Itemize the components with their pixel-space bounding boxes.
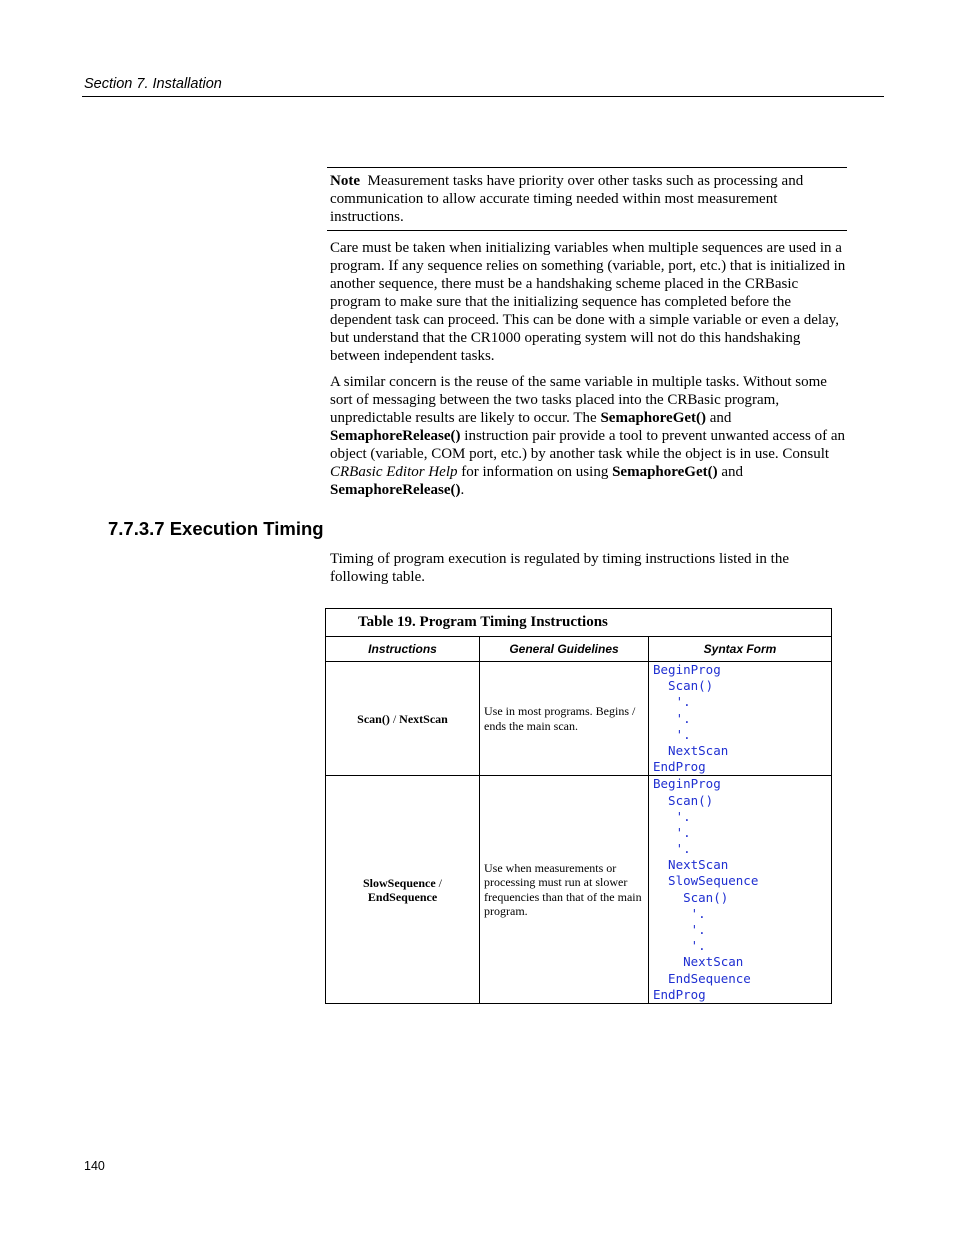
code-line: EndProg xyxy=(653,986,706,1002)
p2-text-2: and xyxy=(706,410,732,426)
instr-name-b: EndSequence xyxy=(367,889,438,904)
table-row xyxy=(326,662,832,776)
code-line: EndSequence xyxy=(653,970,751,986)
note-label: Note xyxy=(330,173,360,189)
code-line: NextScan xyxy=(653,742,729,758)
p2-text-6: . xyxy=(460,482,465,498)
program-timing-table xyxy=(325,608,832,1004)
instr-name-a: SlowSequence xyxy=(362,875,436,890)
p2-bold-semaphorerelease-2: SemaphoreRelease() xyxy=(330,482,461,498)
note-text: Measurement tasks have priority over other tasks such as processing and communication to allow accurate timing needed within most measurement instructions. xyxy=(330,173,804,225)
column-header-guidelines: General Guidelines xyxy=(480,637,649,662)
column-header-instructions: Instructions xyxy=(326,637,480,662)
code-line: NextScan xyxy=(653,857,729,873)
code-line: '. xyxy=(653,824,691,840)
p2-text-1: A similar concern is the reuse of the same variable in multiple tasks. Without some sort of messaging between the two tasks placed into the CRBasic program, unpredictable results are likely to occur. The xyxy=(330,374,827,426)
header-rule xyxy=(82,96,884,97)
guideline-cell: Use in most programs. Begins / ends the main scan. xyxy=(480,662,649,776)
p2-bold-semaphoreget: SemaphoreGet() xyxy=(600,410,707,426)
syntax-cell xyxy=(649,776,832,1004)
p2-text-3: instruction pair provide a tool to prevent unwanted access of an object (variable, COM port, etc.) by another task while the object is in use. Consult xyxy=(330,428,845,462)
instruction-cell xyxy=(326,776,480,1004)
p2-text-4: for information on using xyxy=(457,464,613,480)
table-caption: Table 19. Program Timing Instructions xyxy=(326,609,832,637)
code-line: '. xyxy=(653,841,691,857)
p2-italic-editor-help: CRBasic Editor Help xyxy=(330,464,458,480)
instr-separator: / xyxy=(389,711,400,726)
code-line: EndProg xyxy=(653,759,706,775)
note-box xyxy=(327,167,847,231)
code-line: '. xyxy=(653,922,706,937)
code-line: NextScan xyxy=(653,954,744,970)
section-heading: 7.7.3.7 Execution Timing xyxy=(108,518,324,539)
code-line: SlowSequence xyxy=(653,873,759,889)
code-line: '. xyxy=(653,905,706,921)
p2-bold-semaphoreget-2: SemaphoreGet() xyxy=(612,464,718,480)
code-line: Scan() xyxy=(653,678,714,694)
column-header-syntax: Syntax Form xyxy=(649,637,832,662)
instr-name-a: Scan() xyxy=(357,711,390,726)
running-header: Section 7. Installation xyxy=(84,76,222,92)
p2-bold-semaphorerelease: SemaphoreRelease() xyxy=(330,428,461,444)
p2-text-5: and xyxy=(717,464,744,480)
paragraph-timing-intro: Timing of program execution is regulated by timing instructions listed in the following table. xyxy=(330,551,789,585)
code-line: BeginProg xyxy=(653,662,721,677)
instruction-cell xyxy=(326,662,480,776)
table-row xyxy=(326,776,832,1004)
code-line: '. xyxy=(653,808,691,824)
code-line: '. xyxy=(653,726,691,742)
instr-separator: / xyxy=(435,875,443,890)
code-line: Scan() xyxy=(653,792,714,808)
guideline-cell: Use when measurements or processing must run at slower frequencies than that of the main program. xyxy=(480,776,649,1004)
paragraph-initializing-variables: Care must be taken when initializing variables when multiple sequences are used in a program. If any sequence relies on something (variable, port, etc.) that is initialized in another sequence, there must be a handshaking scheme placed in the CRBasic program to make sure that the initializing sequence has completed before the dependent task can proceed. This can be done with a simple variable or even a delay, but understand that the CR1000 operating system will not do this handshaking between independent tasks. xyxy=(330,240,846,364)
paragraph-semaphore xyxy=(330,373,846,499)
instr-name-b: NextScan xyxy=(399,711,448,726)
code-line: '. xyxy=(653,710,691,726)
code-line: '. xyxy=(653,938,706,954)
page-number: 140 xyxy=(84,1159,105,1173)
code-line: '. xyxy=(653,694,691,710)
syntax-cell xyxy=(649,662,832,776)
code-line: BeginProg xyxy=(653,776,721,792)
code-line: Scan() xyxy=(653,889,729,905)
